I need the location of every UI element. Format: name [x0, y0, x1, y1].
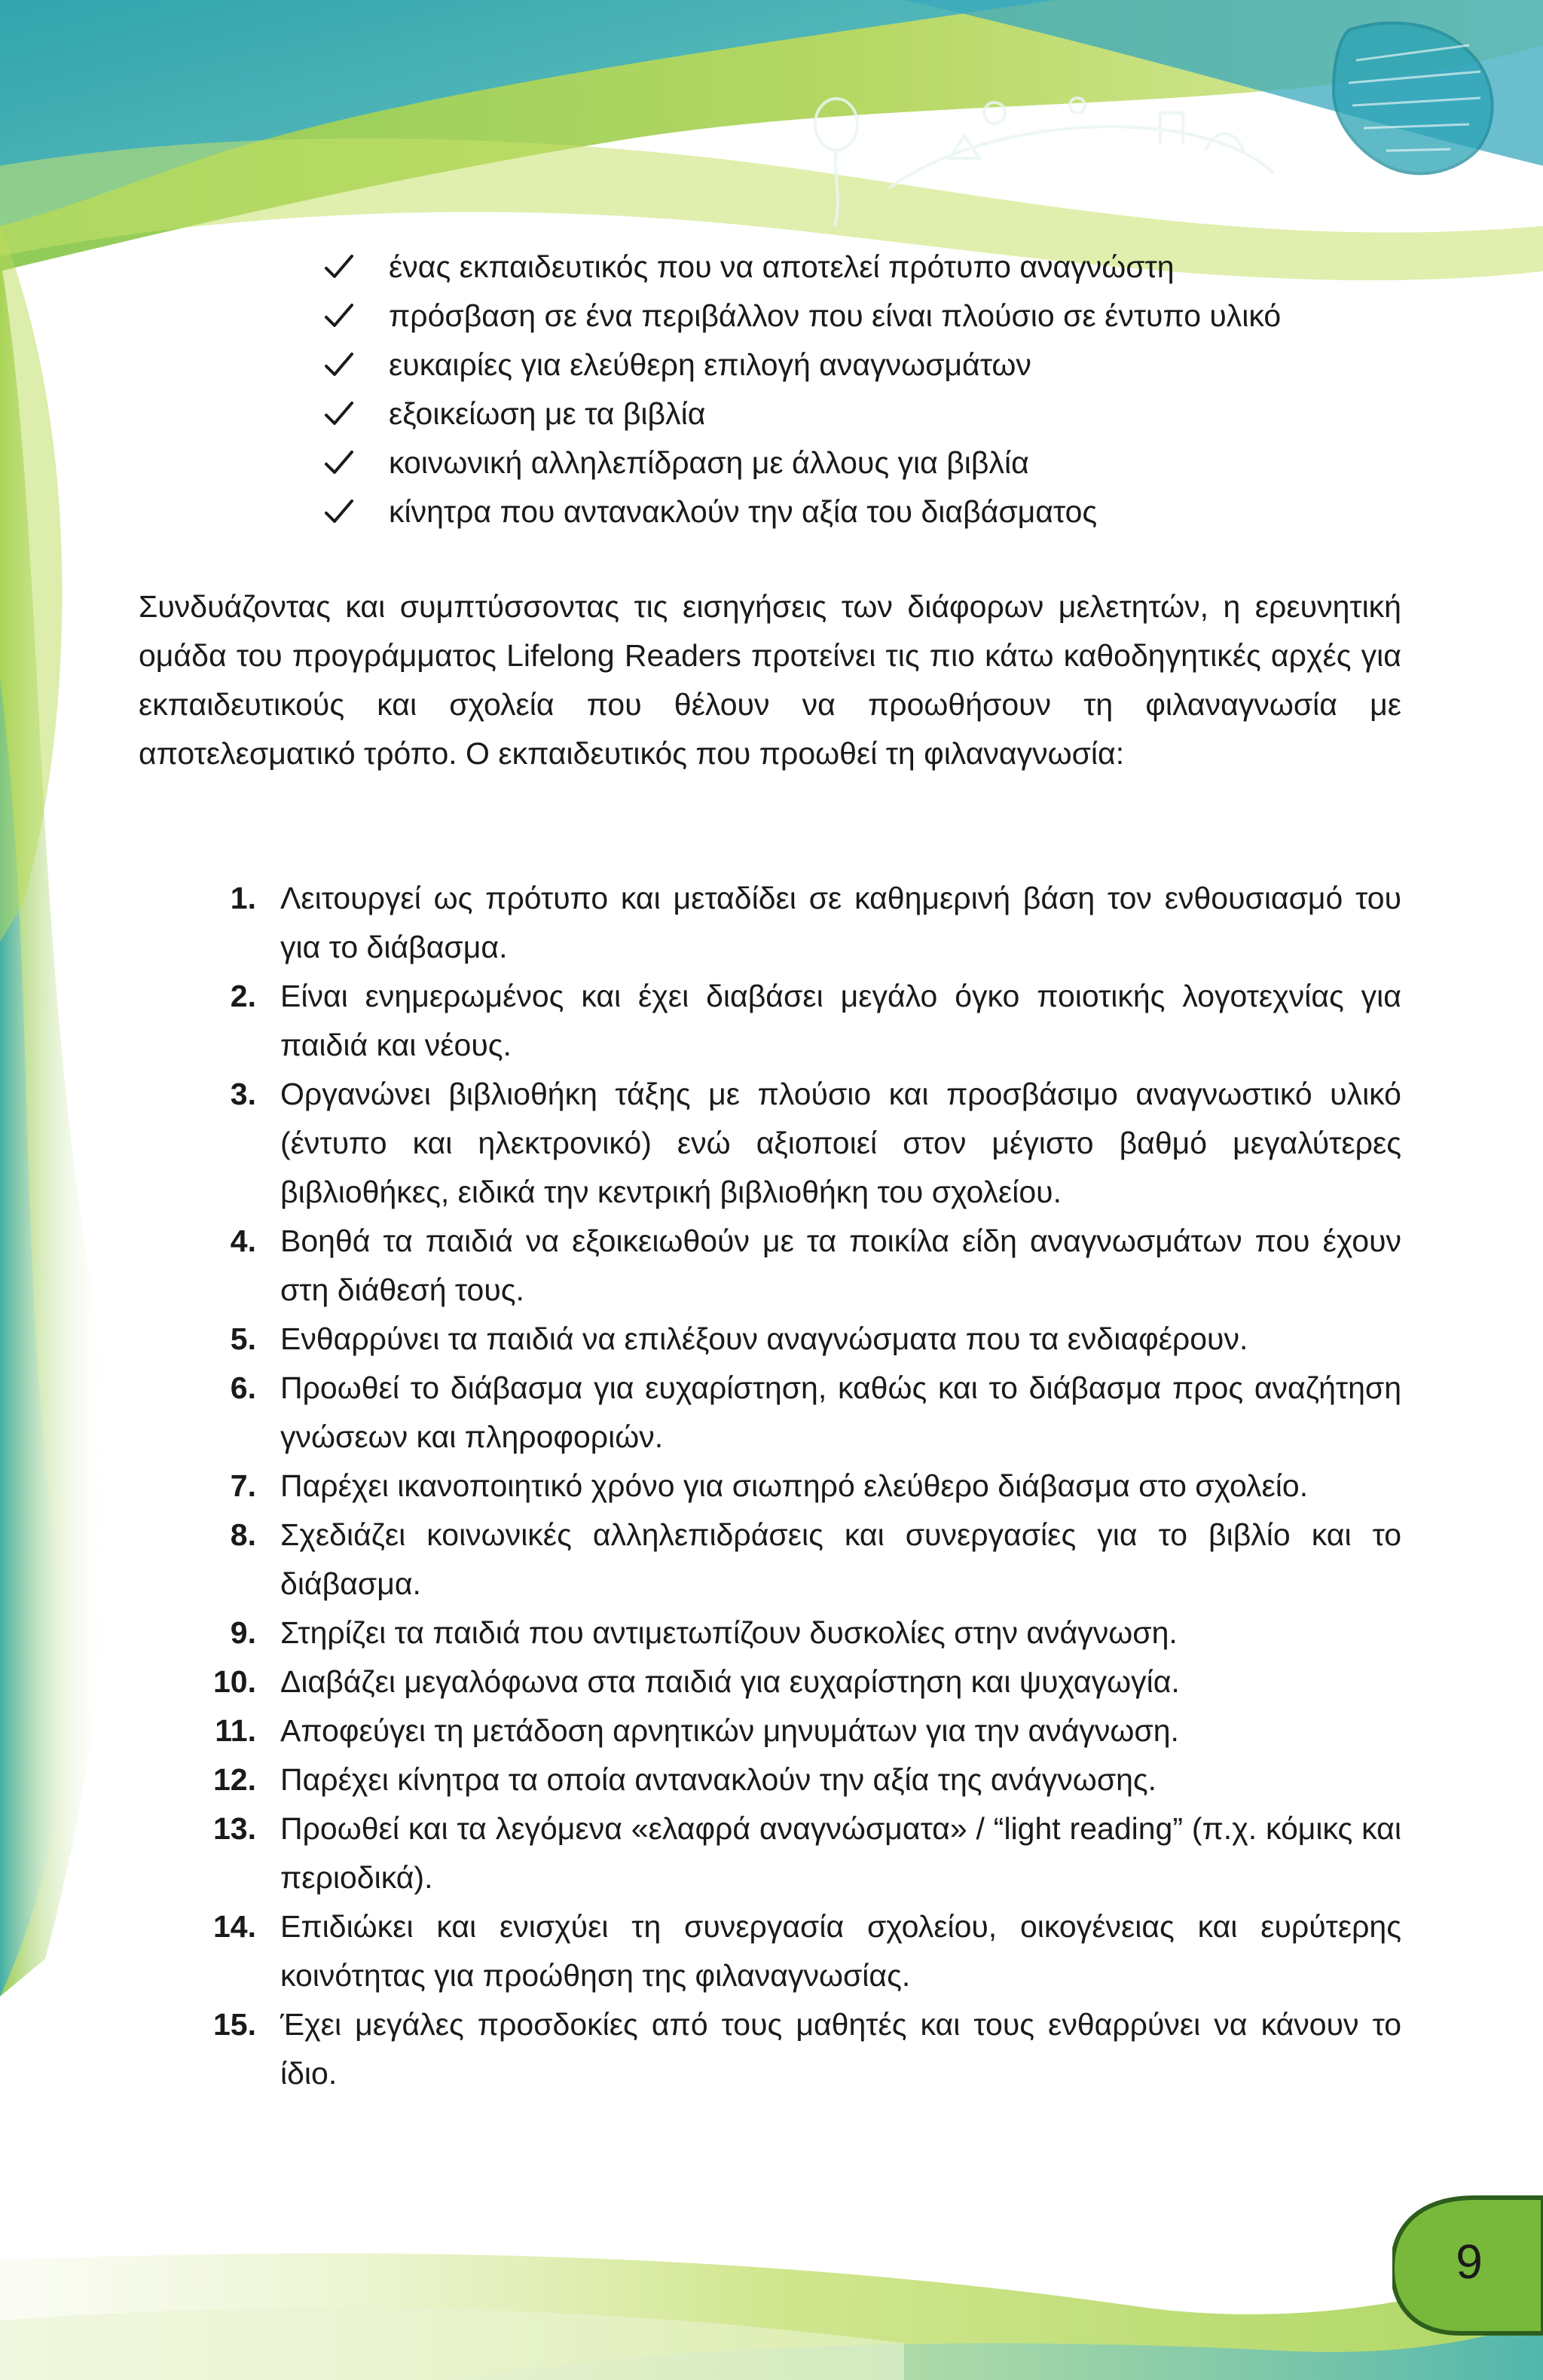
checklist-item-text: πρόσβαση σε ένα περιβάλλον που είναι πλούσιο σε έντυπο υλικό	[389, 298, 1282, 333]
principle-text: Διαβάζει μεγαλόφωνα στα παιδιά για ευχαρίστηση και ψυχαγωγία.	[280, 1664, 1180, 1699]
principle-text: Παρέχει ικανοποιητικό χρόνο για σιωπηρό ελεύθερο διάβασμα στο σχολείο.	[280, 1468, 1309, 1503]
principles-list	[139, 874, 1401, 2098]
principle-text: Επιδιώκει και ενισχύει τη συνεργασία σχολείου, οικογένειας και ευρύτερης κοινότητας για προώθηση της φιλαναγνωσίας.	[280, 1909, 1401, 1993]
principle-item	[139, 874, 1401, 972]
checklist-item	[324, 292, 1454, 341]
principle-item	[139, 1755, 1401, 1804]
principle-item	[139, 1462, 1401, 1511]
principle-number: 2.	[230, 979, 256, 1013]
principle-item	[139, 1902, 1401, 2000]
checklist-item	[324, 341, 1454, 390]
checklist-item	[324, 390, 1454, 438]
principle-number: 5.	[230, 1321, 256, 1356]
principle-number: 12.	[213, 1762, 256, 1797]
principle-text: Βοηθά τα παιδιά να εξοικειωθούν με τα ποικίλα είδη αναγνωσμάτων που έχουν στη διάθεσή τους.	[280, 1224, 1401, 1307]
checkmark-icon	[324, 302, 354, 329]
principle-text: Στηρίζει τα παιδιά που αντιμετωπίζουν δυσκολίες στην ανάγνωση.	[280, 1615, 1178, 1650]
principle-item	[139, 1217, 1401, 1315]
intro-paragraph: Συνδυάζοντας και συμπτύσσοντας τις εισηγήσεις των διάφορων μελετητών, η ερευνητική ομάδα του προγράμματος Lifelong Readers προτείνει τις πιο κάτω καθοδηγητικές αρχές για εκπαιδευτικούς και σχολεία που θέλουν να προωθήσουν τη φιλαναγνωσία με αποτελεσματικό τρόπο. Ο εκπαιδευτικός που προωθεί τη φιλαναγνωσία:	[139, 589, 1401, 771]
principle-number: 13.	[213, 1811, 256, 1846]
checklist-item	[324, 438, 1454, 487]
principle-item	[139, 1804, 1401, 1902]
principle-number: 15.	[213, 2007, 256, 2042]
principle-number: 3.	[230, 1077, 256, 1111]
checklist-item-text: κοινωνική αλληλεπίδραση με άλλους για βιβλία	[389, 445, 1029, 480]
principle-number: 14.	[213, 1909, 256, 1944]
principle-number: 10.	[213, 1664, 256, 1699]
principle-item	[139, 1706, 1401, 1755]
page-number: 9	[1456, 2235, 1483, 2289]
checklist	[324, 243, 1454, 536]
principle-item	[139, 1315, 1401, 1364]
checklist-item-text: κίνητρα που αντανακλούν την αξία του διαβάσματος	[389, 494, 1098, 529]
checkmark-icon	[324, 351, 354, 378]
principle-text: Είναι ενημερωμένος και έχει διαβάσει μεγάλο όγκο ποιοτικής λογοτεχνίας για παιδιά και νέους.	[280, 979, 1401, 1062]
checkmark-icon	[324, 449, 354, 476]
principle-number: 4.	[230, 1224, 256, 1258]
principle-number: 7.	[230, 1468, 256, 1503]
principle-text: Αποφεύγει τη μετάδοση αρνητικών μηνυμάτων για την ανάγνωση.	[280, 1713, 1179, 1748]
principle-text: Οργανώνει βιβλιοθήκη τάξης με πλούσιο και προσβάσιμο αναγνωστικό υλικό (έντυπο και ηλεκτρονικό) ενώ αξιοποιεί στον μέγιστο βαθμό μεγαλύτερες βιβλιοθήκες, ειδικά την κεντρική βιβλιοθήκη του σχολείου.	[280, 1077, 1401, 1209]
principle-item	[139, 1364, 1401, 1462]
principle-item	[139, 972, 1401, 1070]
principle-number: 1.	[230, 881, 256, 915]
principle-text: Έχει μεγάλες προσδοκίες από τους μαθητές και τους ενθαρρύνει να κάνουν το ίδιο.	[280, 2007, 1401, 2091]
principle-number: 8.	[230, 1517, 256, 1552]
principle-text: Προωθεί το διάβασμα για ευχαρίστηση, καθώς και το διάβασμα προς αναζήτηση γνώσεων και πληροφοριών.	[280, 1370, 1401, 1454]
principle-text: Λειτουργεί ως πρότυπο και μεταδίδει σε καθημερινή βάση τον ενθουσιασμό του για το διάβασμα.	[280, 881, 1401, 964]
checklist-item	[324, 243, 1454, 292]
checkmark-icon	[324, 400, 354, 427]
principle-text: Ενθαρρύνει τα παιδιά να επιλέξουν αναγνώσματα που τα ενδιαφέρουν.	[280, 1321, 1248, 1356]
principle-item	[139, 1657, 1401, 1706]
checklist-item-text: ευκαιρίες για ελεύθερη επιλογή αναγνωσμάτων	[389, 347, 1031, 382]
checkmark-icon	[324, 498, 354, 525]
principle-text: Παρέχει κίνητρα τα οποία αντανακλούν την αξία της ανάγνωσης.	[280, 1762, 1157, 1797]
checkmark-icon	[324, 253, 354, 280]
principle-number: 11.	[215, 1713, 256, 1748]
checklist-item-text: εξοικείωση με τα βιβλία	[389, 396, 706, 431]
principle-item	[139, 2000, 1401, 2098]
checklist-item-text: ένας εκπαιδευτικός που να αποτελεί πρότυπο αναγνώστη	[389, 249, 1175, 284]
principle-item	[139, 1609, 1401, 1657]
principle-number: 6.	[230, 1370, 256, 1405]
principle-text: Προωθεί και τα λεγόμενα «ελαφρά αναγνώσματα» / “light reading” (π.χ. κόμικς και περιοδικά).	[280, 1811, 1401, 1895]
principle-number: 9.	[230, 1615, 256, 1650]
principle-text: Σχεδιάζει κοινωνικές αλληλεπιδράσεις και συνεργασίες για το βιβλίο και το διάβασμα.	[280, 1517, 1401, 1601]
principle-item	[139, 1511, 1401, 1609]
checklist-item	[324, 487, 1454, 536]
principle-item	[139, 1070, 1401, 1217]
